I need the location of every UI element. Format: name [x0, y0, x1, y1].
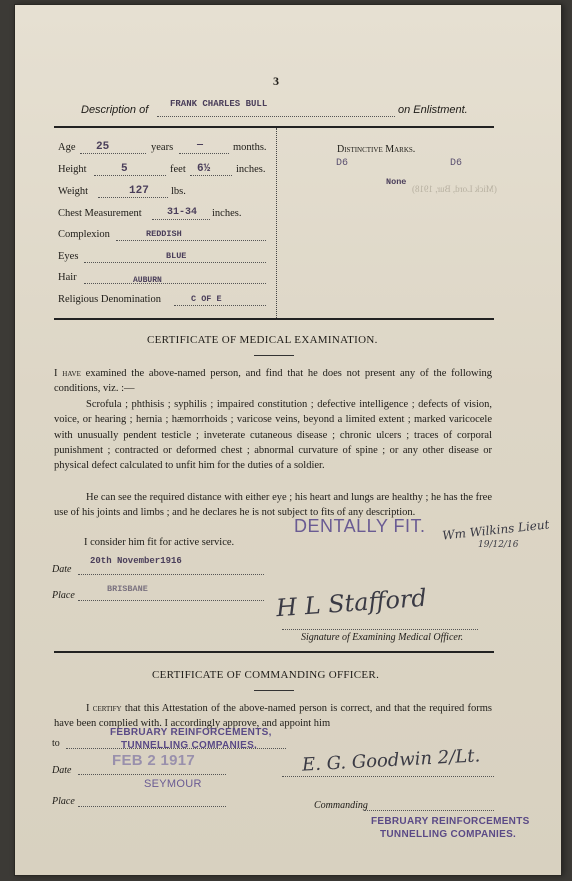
- description-prefix: Description of: [81, 104, 149, 116]
- appoint-to-label: to: [52, 738, 60, 749]
- chest-line: [152, 219, 210, 220]
- medical-date-line: [78, 574, 264, 575]
- age-months-line: [179, 153, 229, 154]
- name-line: [157, 116, 395, 117]
- height-inches-line: [190, 175, 232, 176]
- height-inches-value: 6½: [197, 163, 211, 175]
- faint-bleedthrough-text: (Mick Lord, Bur, 1918): [412, 184, 497, 194]
- medical-officer-signature: H L Stafford: [275, 583, 428, 623]
- reinforcements-stamp-line1: FEBRUARY REINFORCEMENTS,: [110, 727, 272, 738]
- age-months-value: —: [197, 140, 204, 151]
- age-label: Age: [58, 142, 76, 153]
- medical-certificate-title: CERTIFICATE OF MEDICAL EXAMINATION.: [147, 334, 378, 346]
- date-stamp: FEB 2 1917: [112, 752, 196, 769]
- dentally-fit-stamp: DENTALLY FIT.: [294, 516, 426, 536]
- medical-signature-line: [282, 629, 478, 630]
- hair-label: Hair: [58, 272, 77, 283]
- commanding-unit-line: [364, 810, 494, 811]
- hair-value: AUBURN: [133, 276, 162, 285]
- chest-label: Chest Measurement: [58, 208, 142, 219]
- certify-text: that this Attestation of the above-named person is correct, and that the required forms have been complied with. I accordingly approve, and appoint him: [54, 703, 493, 730]
- eyes-line: [84, 262, 266, 263]
- commanding-certificate-title: CERTIFICATE OF COMMANDING OFFICER.: [152, 669, 380, 681]
- hair-line: [84, 283, 266, 284]
- certify-lead: I certify: [86, 703, 122, 714]
- height-feet-value: 5: [121, 163, 128, 175]
- medical-date-value: 20th November1916: [90, 556, 182, 566]
- medical-intro: [54, 366, 492, 397]
- dental-signature: Wm Wilkins Lieut: [441, 517, 551, 543]
- religion-label: Religious Denomination: [58, 294, 161, 305]
- religion-value: C OF E: [191, 294, 222, 304]
- weight-line: [98, 197, 168, 198]
- feet-label: feet: [170, 164, 186, 175]
- religion-line: [174, 305, 266, 306]
- age-years-line: [80, 153, 146, 154]
- months-label: months.: [233, 142, 267, 153]
- distinctive-marks-label: Distinctive Marks.: [337, 144, 416, 155]
- complexion-value: REDDISH: [146, 229, 182, 239]
- medical-intro-text: examined the above-named person, and find that he does not present any of the following conditions, viz. :—: [54, 368, 492, 395]
- bottom-stamp-line2: TUNNELLING COMPANIES.: [380, 829, 517, 840]
- fit-statement: I consider him fit for active service.: [84, 537, 235, 548]
- weight-value: 127: [129, 185, 149, 197]
- commanding-place-label: Place: [52, 796, 75, 807]
- attestation-paper: [14, 4, 562, 876]
- commanding-date-line: [78, 774, 226, 775]
- page-number: 3: [273, 74, 279, 88]
- medical-place-label: Place: [52, 590, 75, 601]
- complexion-line: [116, 240, 266, 241]
- chest-value: 31-34: [167, 207, 198, 218]
- medical-eyesight: He can see the required distance with either eye ; his heart and lungs are healthy ; he has the free use of his joints and limbs ; and he declares he is not subject to fits of any description.: [54, 492, 492, 519]
- weight-label: Weight: [58, 186, 89, 197]
- height-feet-line: [94, 175, 166, 176]
- commanding-title-underline: [254, 690, 294, 691]
- description-suffix: on Enlistment.: [398, 104, 468, 116]
- years-label: years: [151, 142, 174, 153]
- top-rule: [54, 126, 494, 128]
- reinforcements-stamp-line2: TUNNELLING COMPANIES.: [121, 740, 258, 751]
- commanding-place-line: [78, 806, 226, 807]
- commanding-officer-signature: E. G. Goodwin 2/Lt.: [301, 745, 481, 776]
- medical-place-line: [78, 600, 264, 601]
- medical-title-underline: [254, 355, 294, 356]
- medical-conditions: Scrofula ; phthisis ; syphilis ; impaired constitution ; defective intelligence ; defects of vision, voice, or hearing ; hernia ; hæmorrhoids ; varicose veins, beyond a limited extent ; marked varicocele with unusually pendent testicle ; inveterate cutaneous disease ; chronic ulcers ; traces of corporal punishment ; contracted or deformed chest ; abnormal curvature of spine ; or any other disease or physical defect calculated to unfit him for the duties of a soldier.: [54, 399, 492, 472]
- age-years-value: 25: [96, 141, 110, 153]
- lower-rule: [54, 651, 494, 653]
- bottom-stamp-line1: FEBRUARY REINFORCEMENTS: [371, 816, 530, 827]
- mark-none: None: [386, 177, 407, 187]
- commanding-date-label: Date: [52, 765, 72, 776]
- recruit-name: FRANK CHARLES BULL: [170, 99, 268, 109]
- eyes-value: BLUE: [166, 251, 187, 261]
- lbs-label: lbs.: [171, 186, 186, 197]
- middle-rule: [54, 318, 494, 320]
- medical-signature-caption: Signature of Examining Medical Officer.: [301, 632, 464, 643]
- complexion-label: Complexion: [58, 229, 110, 240]
- commanding-signature-line: [282, 776, 494, 777]
- seymour-stamp: SEYMOUR: [144, 778, 202, 790]
- medical-date-label: Date: [52, 564, 72, 575]
- commanding-label: Commanding: [314, 800, 368, 811]
- mark-d6-right: D6: [450, 158, 463, 169]
- column-divider: [276, 128, 278, 318]
- eyes-label: Eyes: [58, 251, 79, 262]
- inches-label: inches.: [236, 164, 266, 175]
- height-label: Height: [58, 164, 87, 175]
- medical-intro-lead: I have: [54, 368, 81, 379]
- chest-inches-label: inches.: [212, 208, 242, 219]
- medical-place-value: BRISBANE: [107, 584, 148, 594]
- dental-date: 19/12/16: [478, 540, 519, 550]
- mark-d6-left: D6: [336, 158, 349, 169]
